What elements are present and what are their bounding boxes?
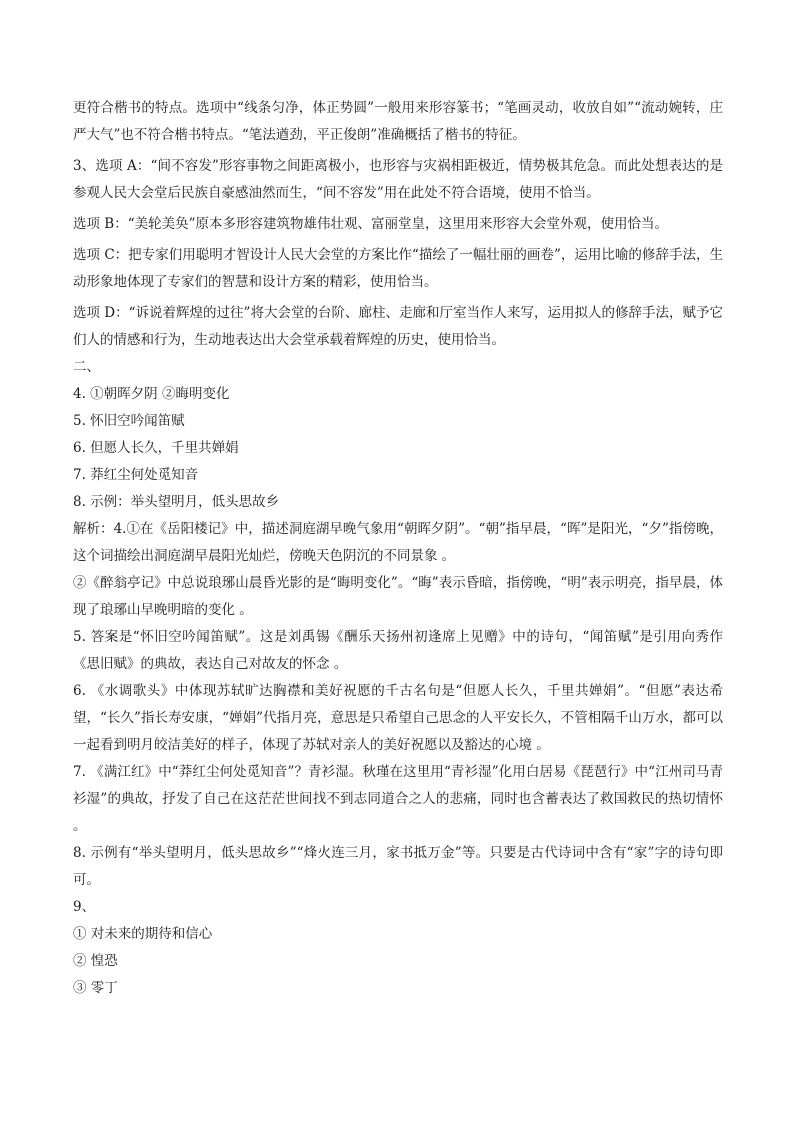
- answer-7: 7. 莽红尘何处觅知音: [73, 467, 199, 483]
- analysis-4-1: 解析：4.①在《岳阳楼记》中，描述洞庭湖早晚气象用“朝晖夕阴”。“朝”指早晨，“晖”是阳光，“夕”指傍晚，这个词描绘出洞庭湖早晨阳光灿烂，傍晚天色阴沉的不同景象 。: [73, 521, 723, 564]
- paragraph-q3-option-b: 选项 B：“美轮美奂”原本多形容建筑物雄伟壮观、富丽堂皇，这里用来形容大会堂外观，使用恰当。: [73, 216, 669, 232]
- paragraph-q2-explanation-end: 更符合楷书的特点。选项中“线条匀净，体正势圆”一般用来形容篆书；“笔画灵动，收放自如”“流动婉转，庄严大气”也不符合楷书特点。“笔法遒劲，平正俊朗”准确概括了楷书的特征。: [73, 100, 723, 143]
- answer-6: 6. 但愿人长久，千里共婵娟: [73, 440, 239, 456]
- section-two-heading: 二、: [73, 359, 100, 375]
- analysis-4-2: ②《醉翁亭记》中总说琅琊山晨昏光影的是“晦明变化”。“晦”表示昏暗，指傍晚，“明”表示明亮，指早晨，体现了琅琊山早晚明暗的变化 。: [73, 575, 723, 618]
- analysis-6: 6. 《水调歌头》中体现苏轼旷达胸襟和美好祝愿的千古名句是“但愿人长久，千里共婵娟”。“但愿”表达希望，“长久”指长寿安康，“婵娟”代指月亮，意思是只希望自己思念的人平安长久，不管相隔千山万水，都可以一起看到明月皎洁美好的样子，体现了苏轼对亲人的美好祝愿以及豁达的心境 。: [73, 683, 723, 753]
- analysis-8: 8. 示例有“举头望明月，低头思故乡”“烽火连三月，家书抵万金”等。只要是古代诗词中含有“家”字的诗句即可。: [73, 845, 723, 888]
- answer-9-1: ① 对未来的期待和信心: [73, 926, 213, 942]
- answer-9-3: ③ 零丁: [73, 980, 118, 996]
- paragraph-q3-option-d: 选项 D：“诉说着辉煌的过往”将大会堂的台阶、廊柱、走廊和厅室当作人来写，运用拟人的修辞手法，赋予它们人的情感和行为，生动地表达出大会堂承载着辉煌的历史，使用恰当。: [73, 305, 723, 348]
- answer-5: 5. 怀旧空吟闻笛赋: [73, 413, 185, 429]
- answer-4: 4. ①朝晖夕阴 ②晦明变化: [73, 386, 230, 402]
- answer-8: 8. 示例：举头望明月，低头思故乡: [73, 494, 280, 510]
- answer-content: [73, 95, 723, 1002]
- answer-9-2: ② 惶恐: [73, 953, 118, 969]
- analysis-7: 7. 《满江红》中“莽红尘何处觅知音”？青衫湿。秋瑾在这里用“青衫湿”化用白居易《琵琶行》中“江州司马青衫湿”的典故，抒发了自己在这茫茫世间找不到志同道合之人的悲痛，同时也含蓄表达了救国救民的热切情怀 。: [73, 764, 723, 834]
- paragraph-q3-option-a: 3、选项 A：“间不容发”形容事物之间距离极小，也形容与灾祸相距极近，情势极其危急。而此处想表达的是参观人民大会堂后民族自豪感油然而生，“间不容发”用在此处不符合语境，使用不恰当。: [73, 158, 723, 201]
- analysis-5: 5. 答案是“怀旧空吟闻笛赋”。这是刘禹锡《酬乐天扬州初逢席上见赠》中的诗句，“闻笛赋”是引用向秀作《思旧赋》的典故，表达自己对故友的怀念 。: [73, 629, 723, 672]
- paragraph-q3-option-c: 选项 C：把专家们用聪明才智设计人民大会堂的方案比作“描绘了一幅壮丽的画卷”，运用比喻的修辞手法，生动形象地体现了专家们的智慧和设计方案的精彩，使用恰当。: [73, 247, 723, 290]
- question-9-heading: 9、: [73, 899, 96, 915]
